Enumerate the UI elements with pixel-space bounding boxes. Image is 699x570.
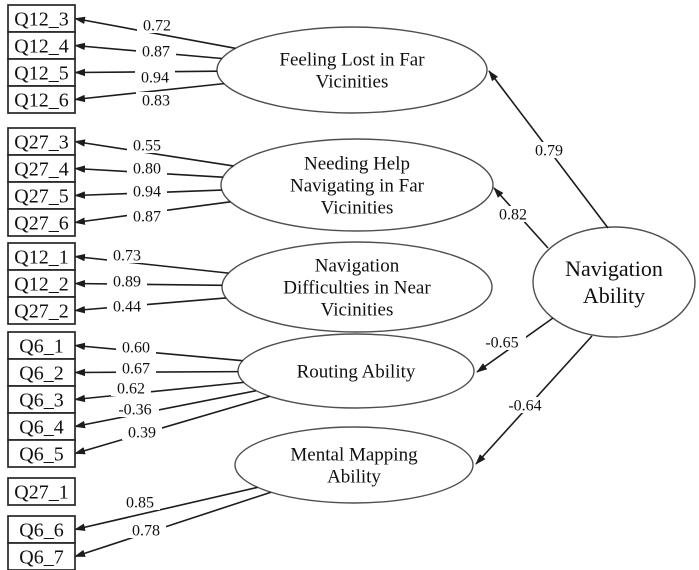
- indicator-label: Q12_3: [14, 8, 69, 31]
- factor-label: Mental Mapping Ability: [290, 444, 418, 488]
- loading-arrow: [75, 257, 229, 274]
- box-layer: [8, 5, 75, 570]
- loading-value: 0.89: [113, 273, 141, 291]
- factor-label: Navigation Difficulties in Near Vicinities: [283, 255, 431, 321]
- loading-value: 0.94: [141, 69, 169, 87]
- indicator-label: Q6_5: [19, 443, 64, 466]
- loading-arrow: [75, 382, 244, 399]
- loading-value: 0.67: [122, 360, 150, 378]
- indicator-label: Q12_4: [14, 35, 69, 58]
- indicator-label: Q27_3: [14, 131, 69, 154]
- loading-value: 0.83: [142, 92, 170, 110]
- indicator-label: Q27_2: [14, 300, 69, 323]
- loading-arrow: [75, 372, 238, 373]
- indicator-label: Q27_5: [14, 185, 69, 208]
- path-coefficient: 0.79: [535, 142, 563, 160]
- indicator-label: Q6_7: [19, 546, 64, 569]
- path-coefficient: 0.82: [499, 206, 527, 224]
- loading-value: 0.78: [132, 522, 160, 540]
- indicator-label: Q27_6: [14, 212, 69, 235]
- indicator-label: Q6_6: [19, 519, 64, 542]
- loading-value: 0.80: [133, 160, 161, 178]
- loading-arrow: [75, 492, 271, 556]
- loading-arrow: [75, 284, 222, 286]
- indicator-label: Q12_1: [14, 246, 69, 269]
- loading-arrow: [75, 298, 226, 311]
- factor-label: Needing Help Navigating in Far Vicinities: [289, 153, 425, 219]
- loading-value: 0.87: [133, 208, 161, 226]
- loading-value: 0.94: [133, 183, 161, 201]
- loading-value: 0.39: [128, 424, 156, 442]
- ellipse-layer: [217, 27, 695, 503]
- loading-value: 0.72: [143, 17, 171, 35]
- indicator-label: Q12_5: [14, 62, 69, 85]
- loading-value: 0.85: [126, 494, 154, 512]
- indicator-label: Q6_4: [19, 416, 64, 439]
- loading-value: 0.44: [113, 298, 141, 316]
- indicator-label: Q12_6: [14, 89, 69, 112]
- loading-value: 0.62: [117, 380, 145, 398]
- indicator-label: Q27_1: [14, 481, 69, 504]
- loading-arrow: [75, 396, 270, 453]
- indicator-label: Q12_2: [14, 273, 69, 296]
- loading-arrow: [75, 487, 258, 529]
- indicator-label: Q27_4: [14, 158, 69, 181]
- factor-label: Feeling Lost in Far Vicinities: [279, 49, 425, 93]
- loading-value: -0.36: [118, 401, 152, 419]
- indicator-label: Q6_1: [19, 335, 64, 358]
- loading-value: 0.60: [122, 339, 150, 357]
- path-coefficient: -0.65: [485, 334, 519, 352]
- loading-arrow: [75, 346, 243, 361]
- loading-value: 0.73: [113, 247, 141, 265]
- factor-label: Routing Ability: [296, 361, 416, 383]
- indicator-label: Q6_3: [19, 389, 64, 412]
- loading-value: 0.55: [133, 137, 161, 155]
- path-coefficient: -0.64: [508, 397, 542, 415]
- latent-label: Navigation Ability: [565, 255, 663, 308]
- indicator-label: Q6_2: [19, 362, 64, 385]
- loading-value: 0.87: [142, 43, 170, 61]
